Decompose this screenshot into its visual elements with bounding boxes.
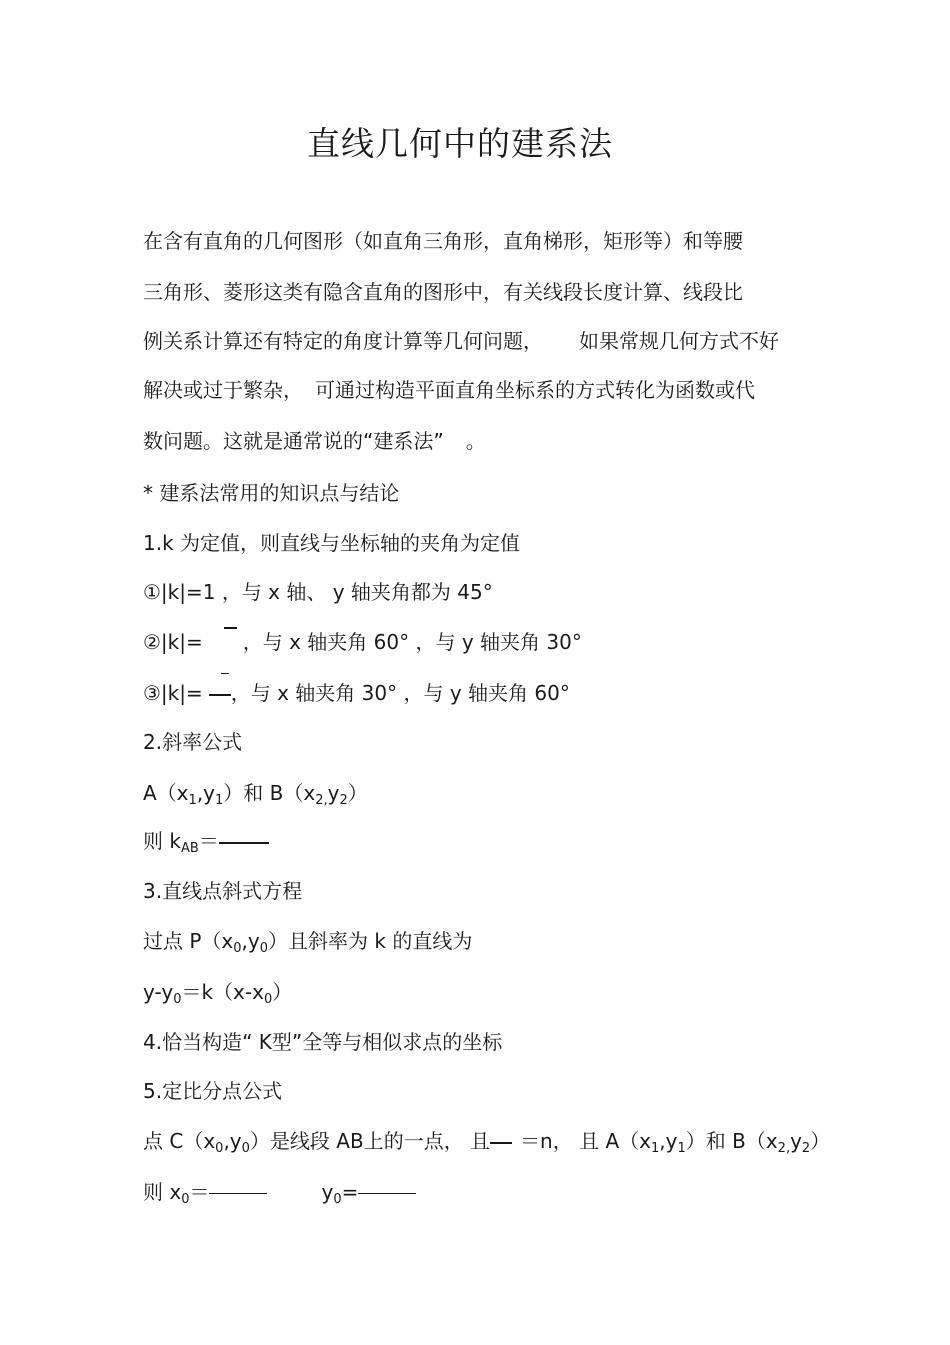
subscript: 0 <box>173 992 182 1007</box>
sqrt-overbar-mark <box>224 627 237 629</box>
intro-line-5b: 。 <box>465 429 486 453</box>
s3-desc-c: ）且斜率为 k 的直线为 <box>268 929 473 953</box>
intro-line-3b: 如果常规几何方式不好 <box>579 329 779 353</box>
fraction-bar <box>209 694 231 696</box>
intro-line-4b: 可通过构造平面直角坐标系的方式转化为函数或代 <box>315 378 755 402</box>
s3-eq-c: ） <box>272 980 293 1004</box>
intro-line-3a: 例关系计算还有特定的角度计算等几何问题， <box>143 329 543 353</box>
s5-heading: 5.定比分点公式 <box>143 1079 283 1103</box>
s1-item3 <box>143 679 570 707</box>
subscript: AB <box>180 841 199 856</box>
s2-points-a: A（x <box>143 781 189 805</box>
s3-eq-a: y-y <box>143 980 174 1004</box>
intro-line-2: 三角形、菱形这类有隐含直角的图形中，有关线段长度计算、线段比 <box>143 280 743 304</box>
s5-desc-e: ）和 B（x <box>685 1129 778 1153</box>
subscript: 0 <box>181 1192 190 1207</box>
fraction-bar <box>209 1193 267 1194</box>
s2-formula-eq: ＝ <box>198 829 219 853</box>
s2-formula-pre: 则 k <box>143 829 181 853</box>
subscript: 2 <box>801 1141 811 1156</box>
subscript: 0 <box>215 1141 224 1156</box>
s1-item1: ①|k|=1 ，与 x 轴、 y 轴夹角都为 45° <box>143 580 493 604</box>
fraction-bar <box>490 1142 512 1144</box>
s1-heading: 1.k 为定值，则直线与坐标轴的夹角为定值 <box>143 531 521 555</box>
s5-desc-y2: y <box>790 1129 802 1153</box>
subscript: 2, <box>315 793 328 808</box>
s2-points-close: ） <box>347 781 368 805</box>
fraction-bar <box>219 842 269 844</box>
s1-item2 <box>143 628 582 656</box>
s1-item3-b: ，与 x 轴夹角 30° ，与 y 轴夹角 60° <box>230 681 570 705</box>
fraction-bar <box>358 1193 416 1194</box>
s2-heading: 2.斜率公式 <box>143 730 243 754</box>
s3-heading: 3.直线点斜式方程 <box>143 879 303 903</box>
s2-points <box>143 779 368 807</box>
s4-heading: 4.恰当构造“ K型”全等与相似求点的坐标 <box>143 1030 503 1054</box>
section-star-heading: * 建系法常用的知识点与结论 <box>143 481 400 505</box>
subscript: 0 <box>241 1141 250 1156</box>
subscript: 1 <box>215 793 224 808</box>
s5-result <box>143 1178 416 1206</box>
subscript: 1 <box>188 793 197 808</box>
s2-points-y2: y <box>327 781 340 805</box>
s5-result-eq: ＝ <box>189 1180 210 1204</box>
s5-desc-a: 点 C（x <box>143 1129 216 1153</box>
s3-desc <box>143 927 472 955</box>
s1-item2-a: ②|k|= <box>143 630 203 654</box>
subscript: 0 <box>233 941 242 956</box>
s5-desc-b: ,y <box>223 1129 242 1153</box>
intro-line-4a: 解决或过于繁杂， <box>143 378 303 402</box>
s2-points-y: ,y <box>196 781 216 805</box>
intro-line-3 <box>143 327 779 355</box>
s3-equation <box>143 978 292 1006</box>
s3-eq-b: ＝k（x-x <box>181 980 264 1004</box>
s3-desc-b: ,y <box>241 929 260 953</box>
subscript: 0 <box>263 992 273 1007</box>
s5-desc-d: ＝n， 且 A（x <box>520 1129 651 1153</box>
page-title: 直线几何中的建系法 <box>307 124 613 163</box>
subscript: 2, <box>777 1141 791 1156</box>
subscript: 2 <box>339 793 348 808</box>
subscript: 1 <box>677 1141 686 1156</box>
s2-formula <box>143 827 269 855</box>
s5-result-eq2: = <box>341 1180 359 1204</box>
s5-desc-c: ）是线段 AB上的一点， 且 <box>249 1129 491 1153</box>
intro-line-5a: 数问题。这就是通常说的“建系法” <box>143 429 444 453</box>
subscript: 0 <box>259 941 269 956</box>
subscript: 0 <box>333 1192 342 1207</box>
intro-line-5 <box>143 427 486 455</box>
intro-line-4 <box>143 376 755 404</box>
s3-desc-a: 过点 P（x <box>143 929 234 953</box>
s5-result-a: 则 x <box>143 1180 182 1204</box>
s1-item3-a: ③|k|= <box>143 681 203 705</box>
s1-item2-b: ，与 x 轴夹角 60° ，与 y 轴夹角 30° <box>242 630 582 654</box>
s5-desc-y: ,y <box>659 1129 678 1153</box>
sqrt-overbar-mark <box>221 673 229 674</box>
s5-result-b: y <box>321 1180 334 1204</box>
s2-points-b: ）和 B（x <box>223 781 316 805</box>
s5-desc-f: ） <box>810 1129 831 1153</box>
intro-line-1: 在含有直角的几何图形（如直角三角形，直角梯形，矩形等）和等腰 <box>143 229 743 253</box>
subscript: 1 <box>650 1141 660 1156</box>
s5-desc <box>143 1127 830 1155</box>
